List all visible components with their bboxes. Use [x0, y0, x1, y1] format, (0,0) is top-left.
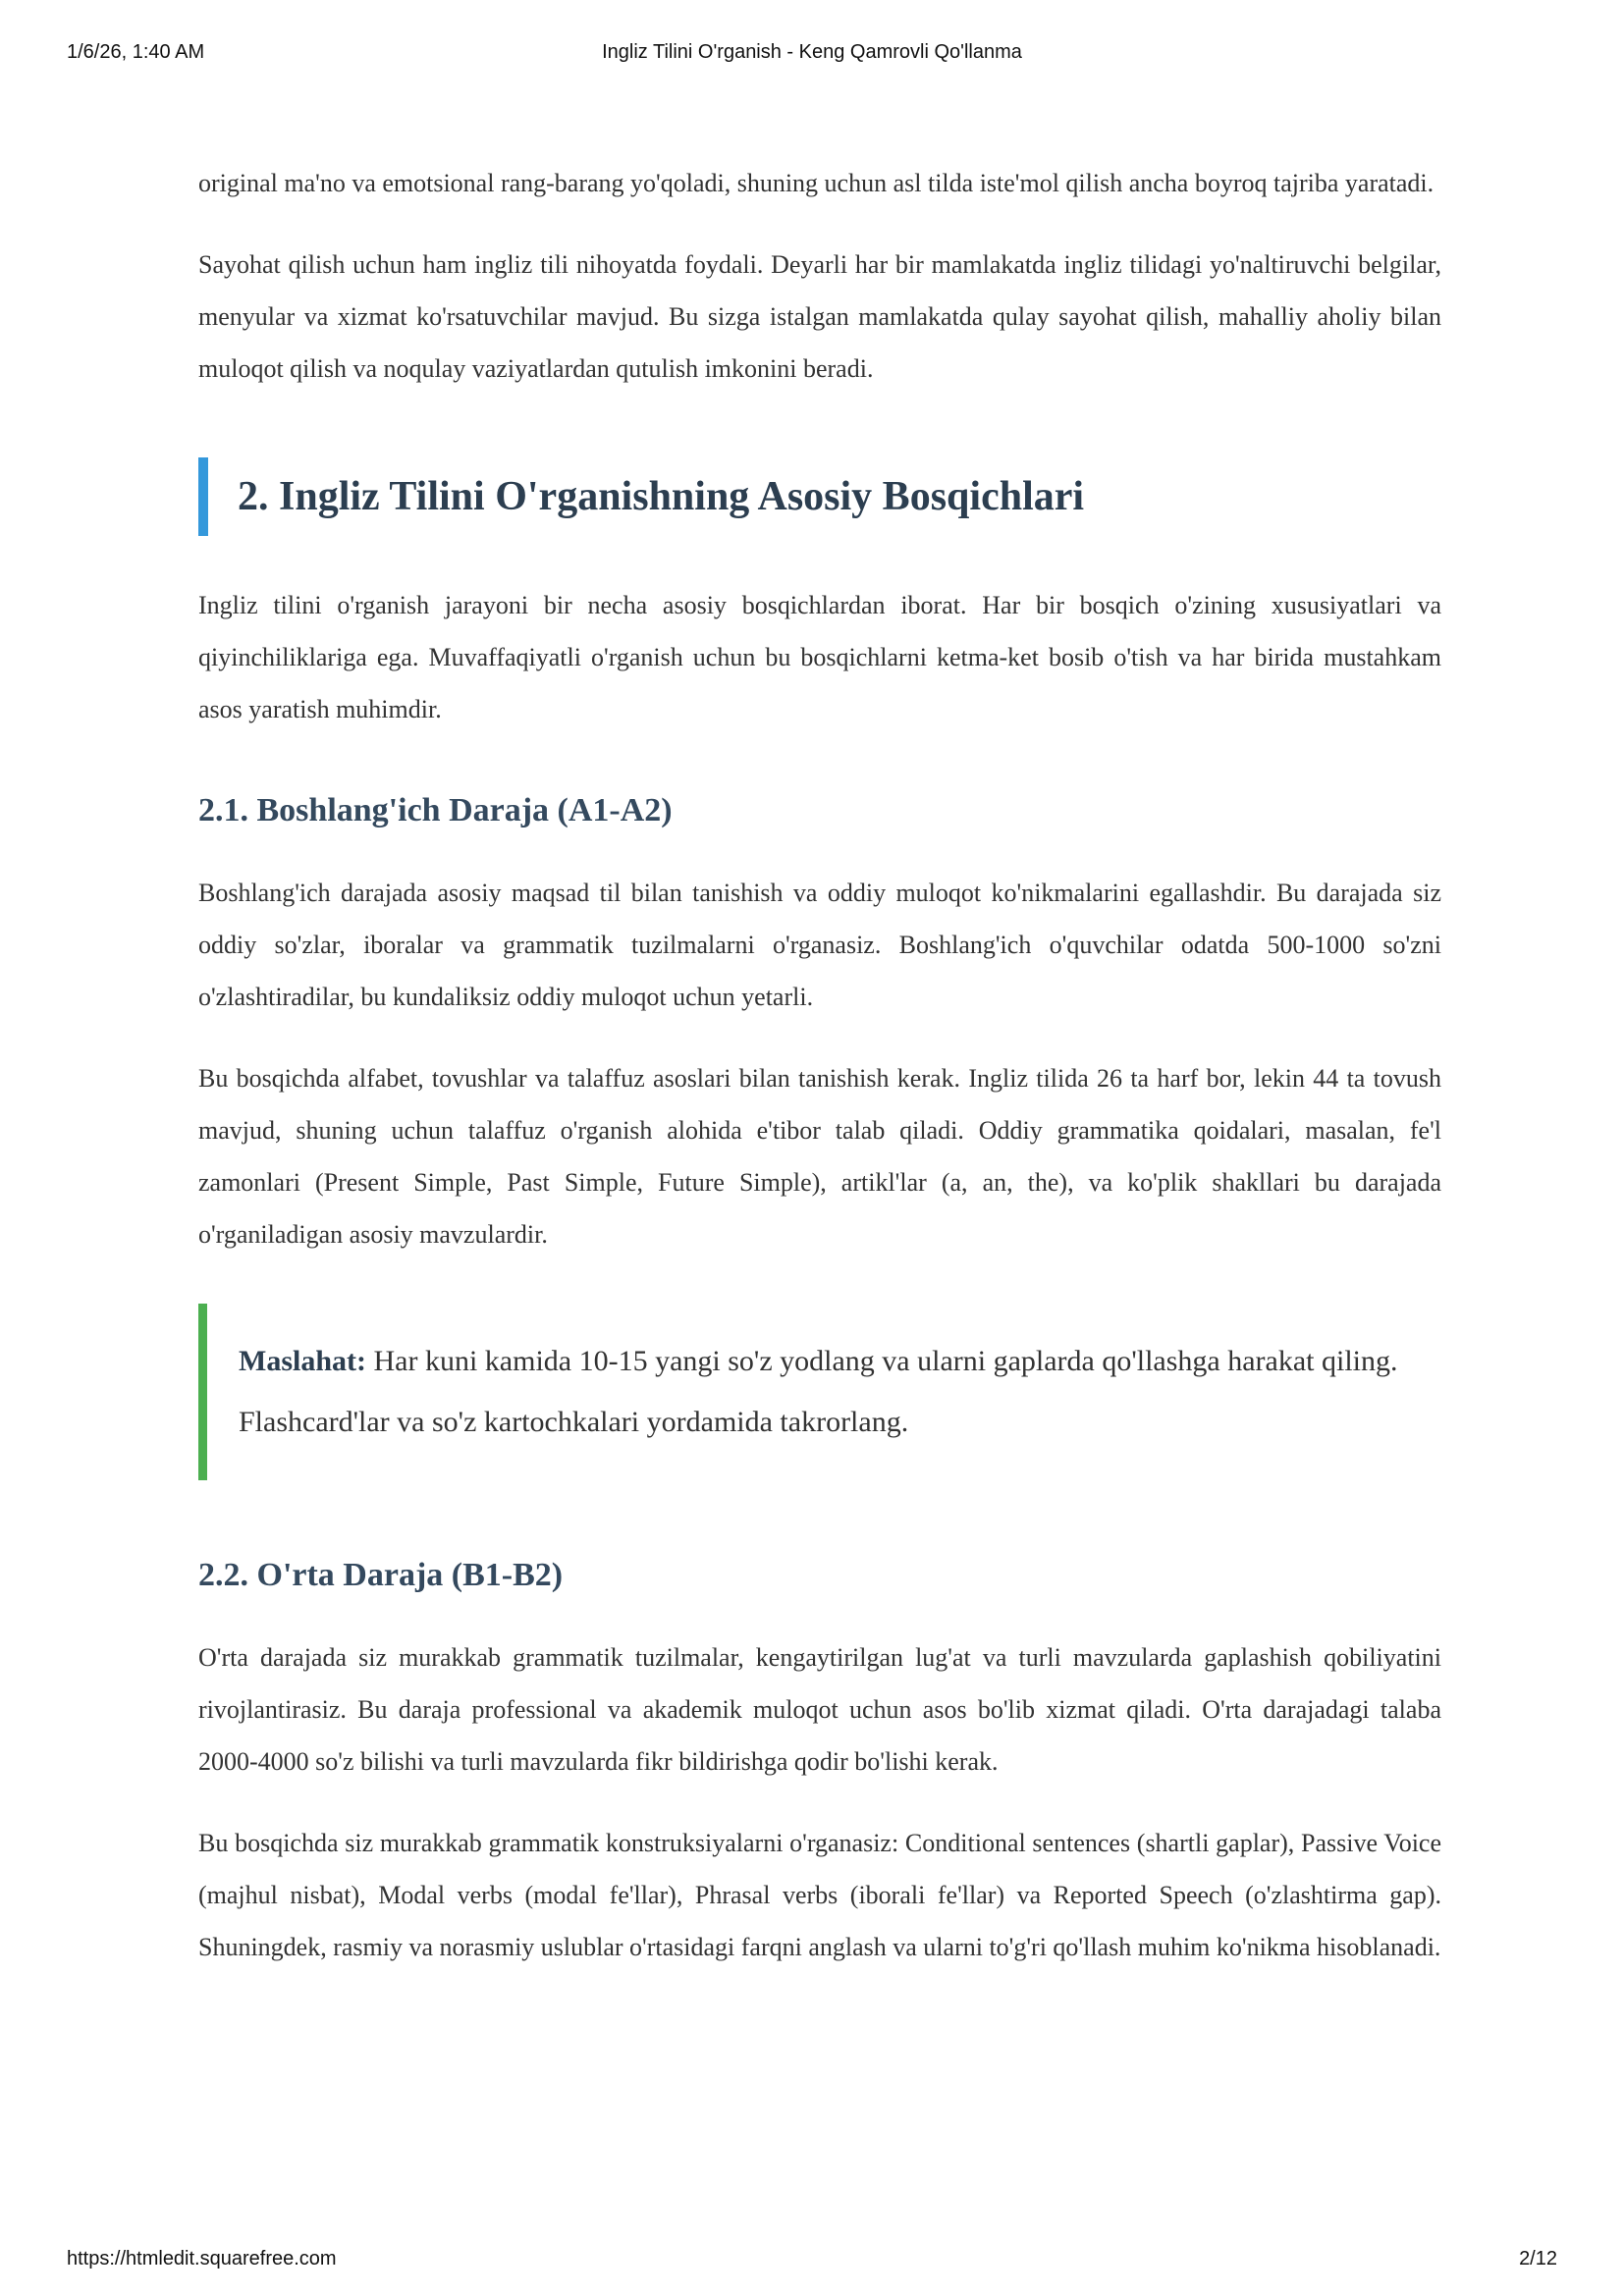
tip-label: Maslahat: [239, 1345, 366, 1377]
print-url: https://htmledit.squarefree.com [67, 2248, 337, 2269]
document-content [198, 157, 1441, 2002]
paragraph-2-2-a: O'rta darajada siz murakkab grammatik tuzilmalar, kengaytirilgan lug'at va turli mavzularda gaplashish qobiliyatini rivojlantirasiz. Bu daraja professional va akademik muloqot uchun asos bo'lib xizmat qiladi. O'rta darajadagi talaba 2000-4000 so'z bilishi va turli mavzularda fikr bildirishga qodir bo'lishi kerak. [198, 1643, 1441, 1776]
tip-text: Har kuni kamida 10-15 yangi so'z yodlang va ularni gaplarda qo'llashga harakat qiling. Flashcard'lar va so'z kartochkalari yordamida takrorlang. [239, 1345, 1398, 1438]
page-number: 2/12 [1519, 2248, 1557, 2269]
print-datetime: 1/6/26, 1:40 AM [67, 41, 205, 63]
print-header [67, 41, 1557, 71]
subsection-heading-2-2: 2.2. O'rta Daraja (B1-B2) [198, 1557, 564, 1593]
paragraph-section-2: Ingliz tilini o'rganish jarayoni bir necha asosiy bosqichlardan iborat. Har bir bosqich o'zining xususiyatlari va qiyinchiliklariga ega. Muvaffaqiyatli o'rganish uchun bu bosqichlarni ketma-ket bosib o'tish va har birida mustahkam asos yaratish muhimdir. [198, 591, 1441, 723]
paragraph-travel: Sayohat qilish uchun ham ingliz tili nihoyatda foydali. Deyarli har bir mamlakatda ingliz tilidagi yo'naltiruvchi belgilar, menyular va xizmat ko'rsatuvchilar mavjud. Bu sizga istalgan mamlakatda qulay sayohat qilish, mahalliy aholiy bilan muloqot qilish va noqulay vaziyatlardan qutulish imkonini beradi. [198, 250, 1441, 383]
print-page-title: Ingliz Tilini O'rganish - Keng Qamrovli Qo'llanma [602, 41, 1022, 63]
subsection-heading-2-1: 2.1. Boshlang'ich Daraja (A1-A2) [198, 792, 673, 828]
print-footer [67, 2248, 1557, 2277]
paragraph-intro-continued: original ma'no va emotsional rang-barang yo'qoladi, shuning uchun asl tilda iste'mol qilish ancha boyroq tajriba yaratadi. [198, 169, 1435, 197]
paragraph-2-1-b: Bu bosqichda alfabet, tovushlar va talaffuz asoslari bilan tanishish kerak. Ingliz tilida 26 ta harf bor, lekin 44 ta tovush mavjud, shuning uchun talaffuz o'rganish alohida e'tibor talab qiladi. Oddiy grammatika qoidalari, masalan, fe'l zamonlari (Present Simple, Past Simple, Future Simple), artikl'lar (a, an, the), va ko'plik shakllari bu darajada o'rganiladigan asosiy mavzulardir. [198, 1064, 1441, 1249]
tip-callout [198, 1304, 1441, 1480]
section-heading-2: 2. Ingliz Tilini O'rganishning Asosiy Bosqichlari [198, 457, 1441, 536]
paragraph-2-1-a: Boshlang'ich darajada asosiy maqsad til bilan tanishish va oddiy muloqot ko'nikmalarini egallashdir. Bu darajada siz oddiy so'zlar, iboralar va grammatik tuzilmalarni o'rganasiz. Boshlang'ich o'quvchilar odatda 500-1000 so'zni o'zlashtiradilar, bu kundaliksiz oddiy muloqot uchun yetarli. [198, 879, 1441, 1011]
paragraph-2-2-b: Bu bosqichda siz murakkab grammatik konstruksiyalarni o'rganasiz: Conditional sentences (shartli gaplar), Passive Voice (majhul nisbat), Modal verbs (modal fe'llar), Phrasal verbs (iborali fe'llar) va Reported Speech (o'zlashtirma gap). Shuningdek, rasmiy va norasmiy uslublar o'rtasidagi farqni anglash va ularni to'g'ri qo'llash muhim ko'nikma hisoblanadi. [198, 1829, 1441, 1961]
